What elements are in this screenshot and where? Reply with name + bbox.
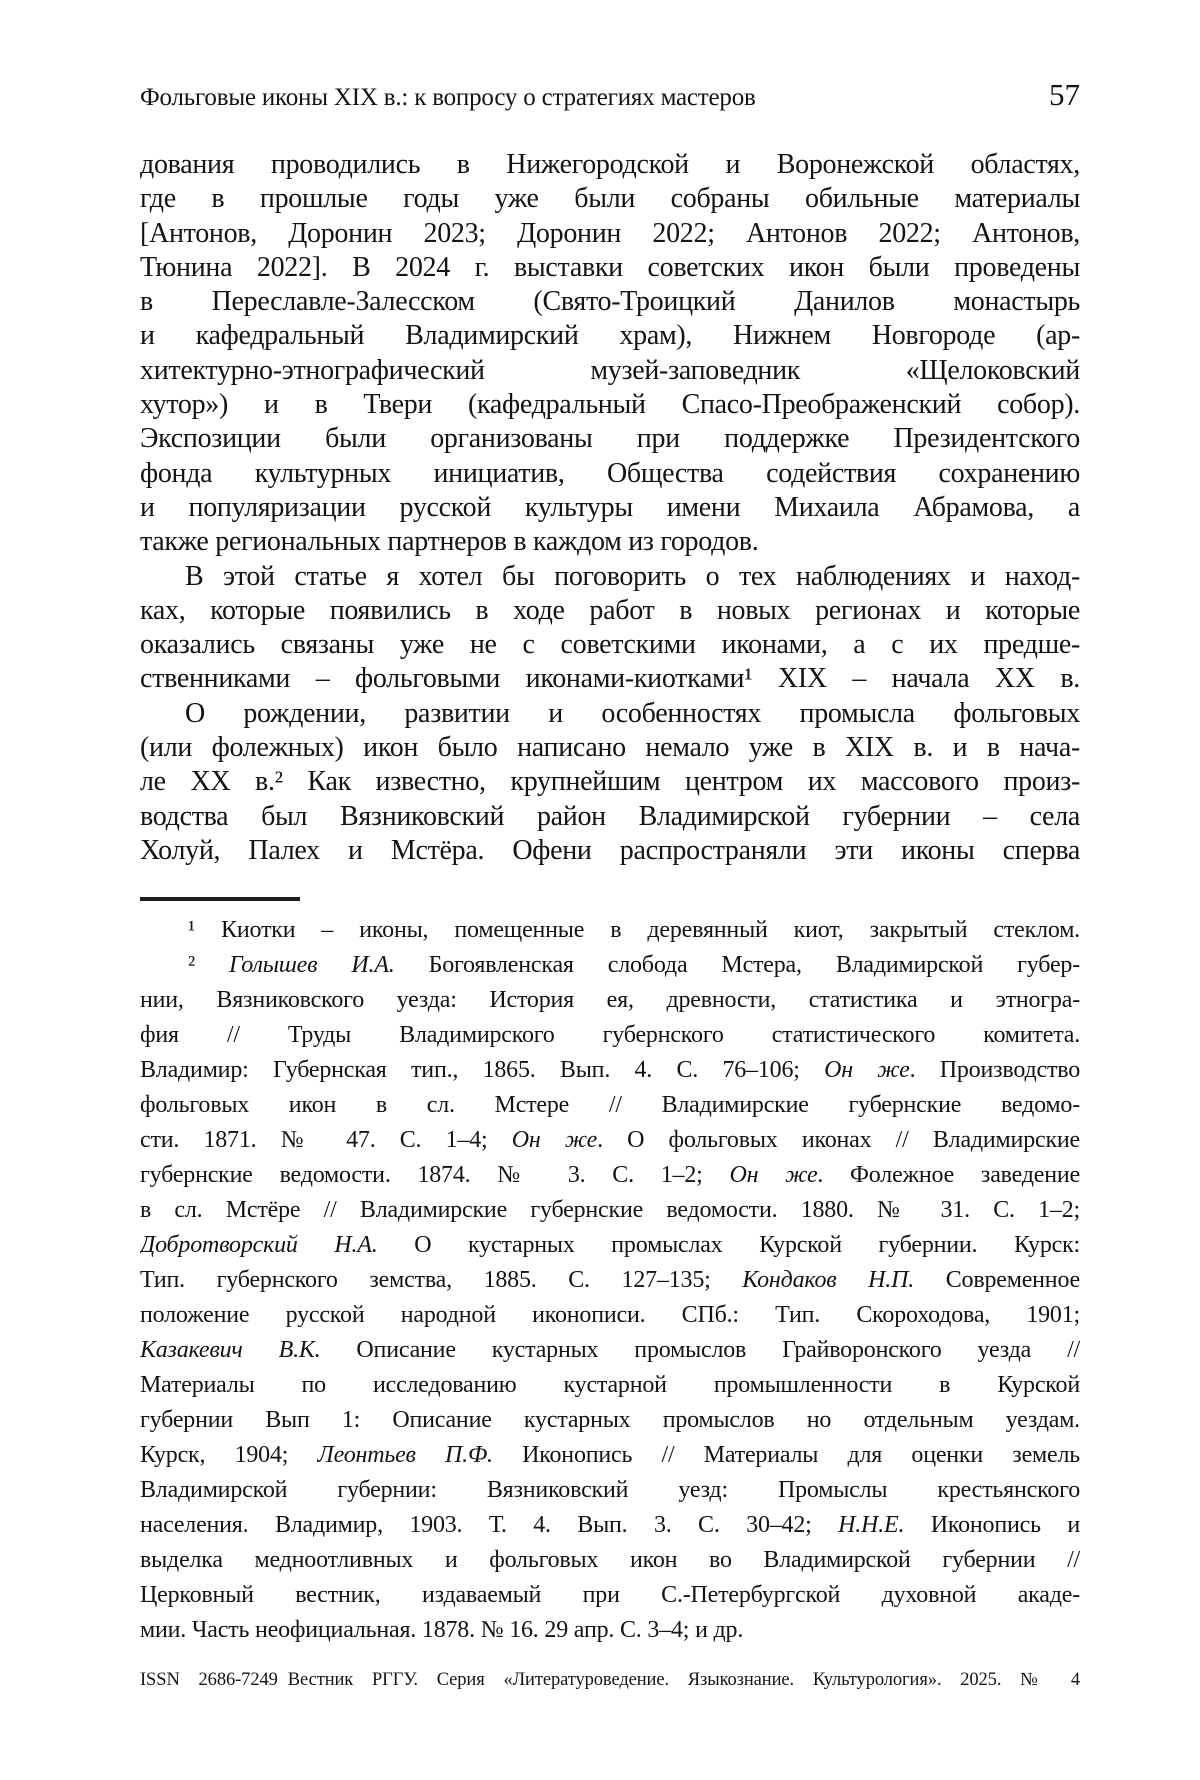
footnotes-text [140,913,1080,1648]
footnote-line: Курск, 1904; Леонтьев П.Ф. Иконопись // Материалы для оценки земель [140,1442,1080,1468]
footnote-line: положение русской народной иконописи. СПб.: Тип. Скороходова, 1901; [140,1302,1080,1328]
footnote-line: фия // Труды Владимирского губернского статистического комитета. [140,1022,1080,1048]
body-line: и кафедральный Владимирский храм), Нижнем Новгороде (ар- [140,320,1080,352]
body-line: ках, которые появились в ходе работ в новых регионах и которые [140,594,1080,626]
footnote-separator-rule [140,897,300,901]
running-head [140,78,1080,113]
body-line: водства был Вязниковский район Владимирской губернии – села [140,800,1080,832]
body-line: где в прошлые годы уже были собраны обильные материалы [140,183,1080,215]
body-line: Тюнина 2022]. В 2024 г. выставки советских икон были проведены [140,251,1080,283]
body-line: (или фолежных) икон было написано немало уже в XIX в. и в нача- [140,732,1080,764]
footnote-line: нии, Вязниковского уезда: История ея, древности, статистика и этногра- [140,987,1080,1013]
body-line: ле XX в.² Как известно, крупнейшим центром их массового произ- [140,766,1080,798]
body-line: Экспозиции были организованы при поддержке Президентского [140,423,1080,455]
body-text [140,148,1080,868]
footnote-line: мии. Часть неофициальная. 1878. № 16. 29 апр. С. 3–4; и др. [140,1617,744,1643]
footer-journal-info: Вестник РГГУ. Серия «Литературоведение. Языкознание. Культурология». 2025. № 4 [287,1670,1080,1690]
body-line: [Антонов, Доронин 2023; Доронин 2022; Антонов 2022; Антонов, [140,217,1080,249]
footnote-line: ² Голышев И.А. Богоявленская слобода Мстера, Владимирской губер- [188,952,1080,978]
footnote-line: фольговых икон в сл. Мстере // Владимирские губернские ведомо- [140,1092,1080,1118]
footnote-line: населения. Владимир, 1903. Т. 4. Вып. 3. С. 30–42; Н.Н.Е. Иконопись и [140,1512,1080,1538]
body-line: В этой статье я хотел бы поговорить о тех наблюдениях и наход- [185,560,1080,592]
body-line: дования проводились в Нижегородской и Воронежской областях, [140,149,1080,180]
footnote-line: Казакевич В.К. Описание кустарных промыслов Грайворонского уезда // [140,1337,1080,1363]
footnote-line: сти. 1871. № 47. С. 1–4; Он же. О фольговых иконах // Владимирские [140,1127,1080,1153]
body-line: ственниками – фольговыми иконами-киотками¹ XIX – начала XX в. [140,663,1080,695]
running-title: Фольговые иконы XIX в.: к вопросу о стратегиях мастеров [140,84,756,111]
footnote-line: в сл. Мстёре // Владимирские губернские ведомости. 1880. № 31. С. 1–2; [140,1197,1080,1223]
footnote-line: Тип. губернского земства, 1885. С. 127–135; Кондаков Н.П. Современное [140,1267,1080,1293]
footnote-line: Материалы по исследованию кустарной промышленности в Курской [140,1372,1080,1398]
footnote-line: Владимирской губернии: Вязниковский уезд: Промыслы крестьянского [140,1477,1080,1503]
footnote-line: губернии Вып 1: Описание кустарных промыслов но отдельным уездам. [140,1407,1080,1433]
body-line: хутор») и в Твери (кафедральный Спасо-Преображенский собор). [140,389,1080,421]
footnote-line: выделка медноотливных и фольговых икон во Владимирской губернии // [140,1547,1080,1573]
body-line: О рождении, развитии и особенностях промысла фольговых [185,697,1080,729]
body-line: в Переславле-Залесском (Свято-Троицкий Данилов монастырь [140,286,1080,318]
body-line: также региональных партнеров в каждом из городов. [140,526,759,558]
body-line: фонда культурных инициатив, Общества содействия сохранению [140,457,1080,489]
body-line: оказались связаны уже не с советскими иконами, а с их предше- [140,629,1080,661]
footnote-line: Владимир: Губернская тип., 1865. Вып. 4. С. 76–106; Он же. Производство [140,1057,1080,1083]
page-footer [140,1668,1080,1692]
body-line: хитектурно-этнографический музей-заповедник «Щелоковский [140,354,1080,386]
footer-issn: ISSN 2686-7249 [140,1670,278,1690]
footnote-line: Добротворский Н.А. О кустарных промыслах Курской губернии. Курск: [140,1232,1080,1258]
body-line: и популяризации русской культуры имени Михаила Абрамова, а [140,491,1080,523]
footnote-line: Церковный вестник, издаваемый при С.-Петербургской духовной акаде- [140,1582,1080,1608]
page-number: 57 [1049,77,1080,112]
body-line: Холуй, Палех и Мстёра. Офени распространяли эти иконы сперва [140,834,1080,866]
footnote-line: ¹ Киотки – иконы, помещенные в деревянный киот, закрытый стеклом. [188,917,1080,943]
footnote-line: губернские ведомости. 1874. № 3. С. 1–2; Он же. Фолежное заведение [140,1162,1080,1188]
